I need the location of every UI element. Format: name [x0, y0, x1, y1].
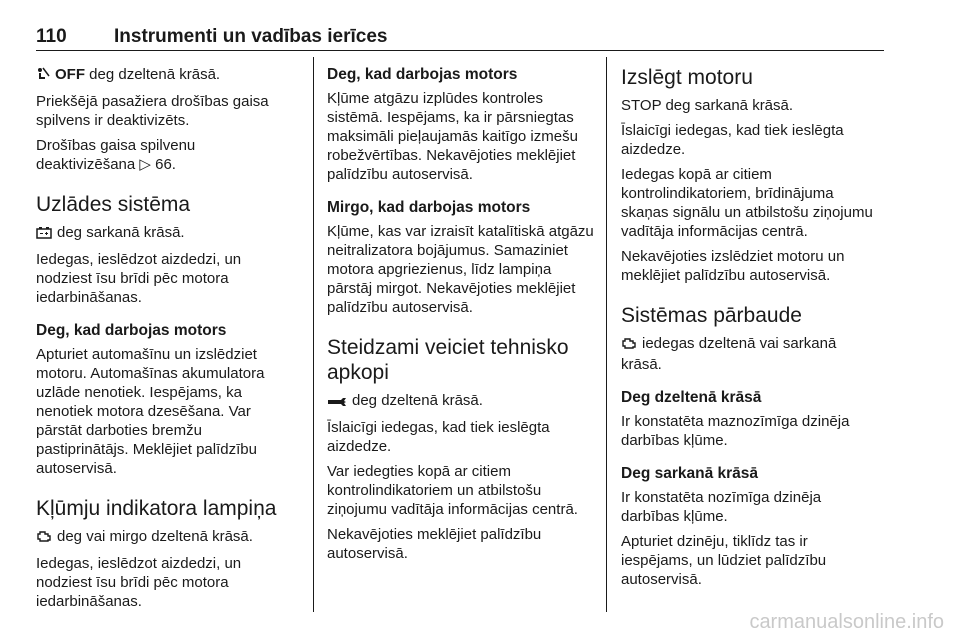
airbag-off-status: deg dzeltenā krāsā.	[85, 66, 221, 83]
reference-arrow-icon: ▷	[139, 156, 151, 173]
stop-paragraph-3: Nekavējoties izslēdziet motoru un meklējiet palīdzību autoservisā.	[621, 248, 845, 284]
system-check-status: iedegas dzeltenā vai sarkanā krāsā.	[621, 335, 837, 373]
airbag-off-line	[36, 65, 291, 86]
stop-paragraph-2: Iedegas kopā ar citiem kontrolindikatoriem, brīdinājuma skaņas signālu un atbilstošu ziņojumu vadītāja informācijas centrā.	[621, 166, 873, 240]
battery-icon	[36, 225, 52, 244]
red-paragraph-1: Ir konstatēta nozīmīga dzinēja darbības kļūme.	[621, 489, 822, 525]
engine-check-icon	[621, 336, 637, 355]
system-check-heading: Sistēmas pārbaude	[621, 304, 802, 327]
airbag-off-icon	[36, 67, 50, 86]
page-header	[36, 26, 884, 48]
column-divider	[606, 57, 607, 612]
red-paragraph-2: Apturiet dzinēju, tiklīdz tas ir iespējams, un lūdziet palīdzību autoservisā.	[621, 533, 827, 588]
column-3	[621, 65, 876, 595]
engine-flashing-subheading: Mirgo, kad darbojas motors	[327, 199, 531, 216]
service-paragraph-3: Nekavējoties meklējiet palīdzību autoservisā.	[327, 526, 542, 562]
service-status: deg dzeltenā krāsā.	[352, 392, 483, 409]
yellow-subheading: Deg dzeltenā krāsā	[621, 389, 762, 406]
mil-status-line	[36, 527, 291, 548]
engine-running-subheading: Deg, kad darbojas motors	[327, 66, 518, 83]
charging-paragraph: Iedegas, ieslēdzot aizdedzi, un nodziest īsu brīdi pēc motora iedarbināšanas.	[36, 251, 242, 306]
mil-paragraph: Iedegas, ieslēdzot aizdedzi, un nodziest īsu brīdi pēc motora iedarbināšanas.	[36, 555, 242, 610]
yellow-paragraph: Ir konstatēta maznozīmīga dzinēja darbības kļūme.	[621, 413, 850, 449]
watermark: carmanualsonline.info	[749, 611, 944, 633]
charging-status-line	[36, 223, 291, 244]
charging-sub-paragraph: Apturiet automašīnu un izslēdziet motoru. Automašīnas akumulatora uzlāde nenotiek. Iespējams, ka nenotiek motora dzesēšana. Var pārstāt darboties bremžu pastiprinātājs. Meklējiet palīdzību autoservisā.	[36, 346, 265, 477]
engine-running-paragraph: Kļūme atgāzu izplūdes kontroles sistēmā. Iespējams, ka ir pārsniegtas maksimāli pieļaujamās kaitīgo izmešu robežvērtības. Nekavējoties meklējiet palīdzību autoservisā.	[327, 90, 578, 183]
airbag-off-label: OFF	[55, 66, 85, 83]
page-number: 110	[36, 26, 67, 47]
service-paragraph-2: Var iedegties kopā ar citiem kontrolindikatoriem un atbilstošu ziņojumu vadītāja informācijas centrā.	[327, 463, 578, 518]
stop-status: STOP deg sarkanā krāsā.	[621, 97, 794, 114]
engine-icon	[36, 529, 52, 548]
airbag-reference	[36, 136, 291, 174]
charging-subheading: Deg, kad darbojas motors	[36, 322, 227, 339]
service-paragraph-1: Īslaicīgi iedegas, kad tiek ieslēgta aizdedze.	[327, 419, 550, 455]
mil-heading: Kļūmju indikatora lampiņa	[36, 497, 277, 520]
mil-status: deg vai mirgo dzeltenā krāsā.	[57, 528, 253, 545]
red-subheading: Deg sarkanā krāsā	[621, 465, 759, 482]
stop-engine-heading: Izslēgt motoru	[621, 66, 753, 89]
airbag-reference-page: 66.	[155, 156, 176, 173]
airbag-paragraph: Priekšējā pasažiera drošības gaisa spilvens ir deaktivizēts.	[36, 93, 269, 129]
engine-flashing-paragraph: Kļūme, kas var izraisīt katalītiskā atgāzu neitralizatora bojājumus. Samaziniet motora apgriezienus, līdz lampiņa pārstāj mirgot. Nekavējoties meklējiet palīdzību autoservisā.	[327, 223, 594, 316]
service-status-line	[327, 391, 597, 412]
airbag-reference-text: Drošības gaisa spilvenu deaktivizēšana	[36, 137, 196, 173]
stop-paragraph-1: Īslaicīgi iedegas, kad tiek ieslēgta aizdedze.	[621, 122, 844, 158]
column-2	[327, 65, 597, 569]
charging-status: deg sarkanā krāsā.	[57, 224, 185, 241]
column-divider	[313, 57, 314, 612]
system-check-status-line	[621, 334, 876, 374]
page-title: Instrumenti un vadības ierīces	[114, 26, 388, 47]
service-heading: Steidzami veiciet tehnisko apkopi	[327, 336, 569, 384]
charging-system-heading: Uzlādes sistēma	[36, 193, 191, 216]
header-rule	[36, 50, 884, 51]
column-1	[36, 65, 291, 617]
wrench-icon	[327, 393, 347, 412]
